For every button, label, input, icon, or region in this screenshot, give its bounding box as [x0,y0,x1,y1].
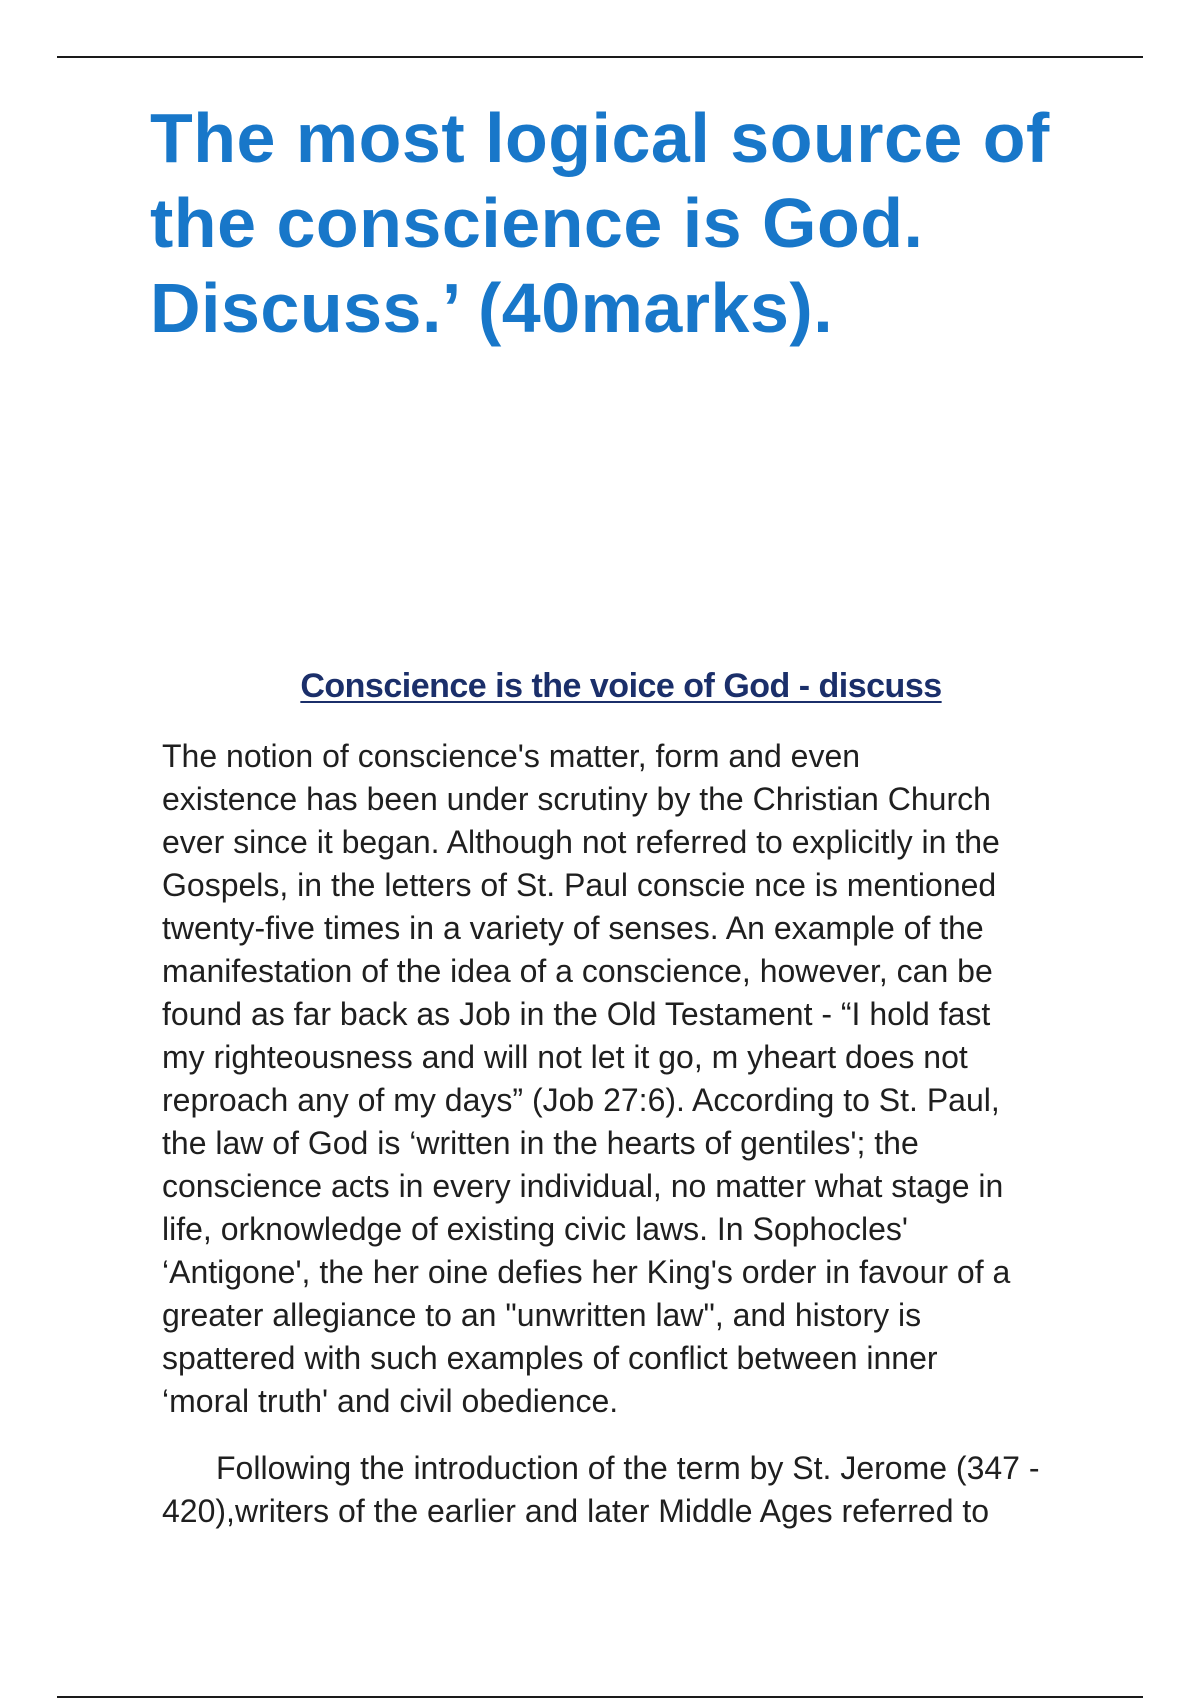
section-heading: Conscience is the voice of God - discuss [300,667,942,705]
document-title: The most logical source of the conscience is God. Discuss.’ (40marks). [150,99,1050,347]
top-rule [57,56,1143,58]
body-paragraph: The notion of conscience's matter, form and even existence has been under scrutiny by the Christian Church ever since it began. Although not referred to explicitly in the Gospels, in the letters of St. Paul conscie nce is mentioned twenty-five times in a variety of senses. An example of the manifestation of the idea of a conscience, however, can be found as far back as Job in the Old Testament - “I hold fast my righteousness and will not let it go, m yheart does not reproach any of my days” (Job 27:6). According to St. Paul, the law of God is ‘written in the hearts of gentiles'; the conscience acts in every individual, no matter what stage in life, orknowledge of existing civic laws. In Sophocles' ‘Antigone', the her oine defies her King's order in favour of a greater allegiance to an "unwritten law", and history is spattered with such examples of conflict between inner ‘moral truth' and civil obedience. [162,738,1011,1419]
body-paragraph: Following the introduction of the term by St. Jerome (347 - 420),writers of the earlier and later Middle Ages referred to [162,1450,1040,1529]
bottom-rule [57,1696,1143,1698]
